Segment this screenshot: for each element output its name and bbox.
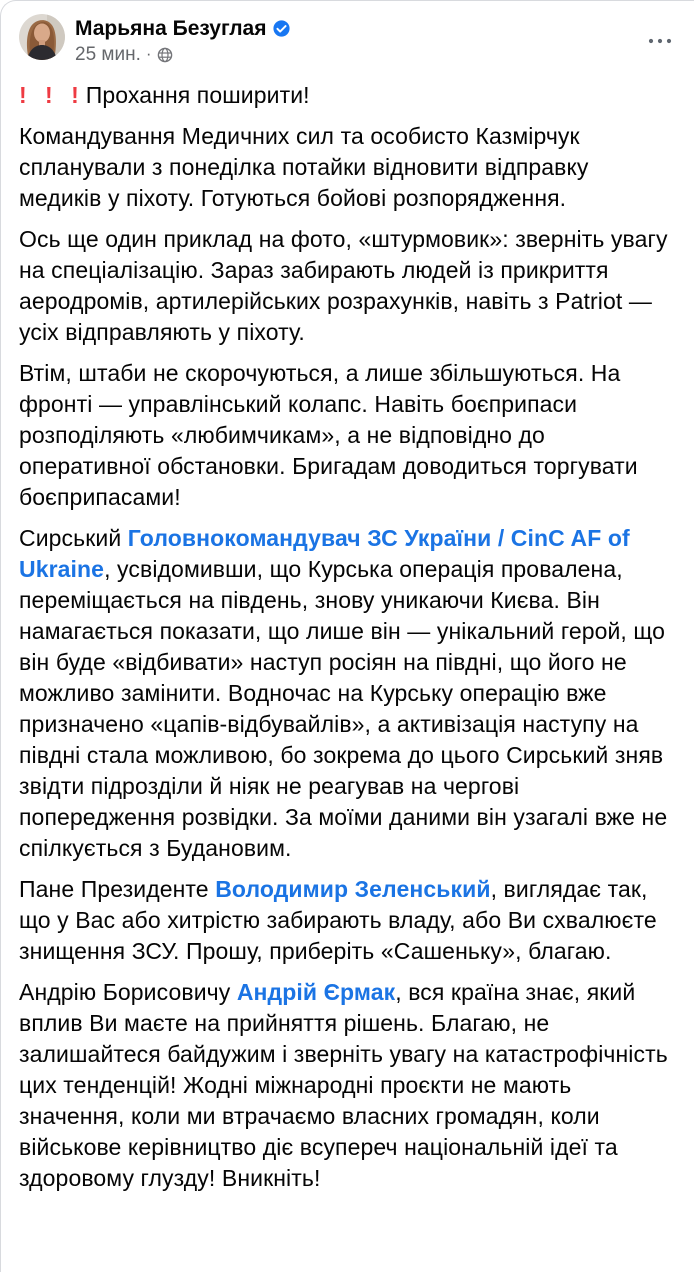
post-text: Ось ще один приклад на фото, «штурмовик»: зверніть увагу на спеціалізацію. Зараз забирають людей із прикриття аеродромів, артилерійських розрахунків, навіть з Patriot — усіх відправляють у піхоту. xyxy=(19,226,668,345)
post-text: Сирський xyxy=(19,525,128,551)
post-text: , вся країна знає, який вплив Ви маєте на прийняття рішень. Благаю, не залишайтеся байдужим і зверніть увагу на катастрофічність цих тенденцій! Жодні міжнародні проєкти не мають значення, коли ми втрачаємо власних громадян, коли військове керівництво діє всупереч національній ідеї та здоровому глузду! Вникніть! xyxy=(19,979,668,1191)
post-paragraph xyxy=(19,80,677,111)
avatar[interactable] xyxy=(19,14,65,60)
mention-link[interactable]: Головнокомандувач ЗС України / CinC AF of Ukraine xyxy=(19,525,630,582)
post-paragraph xyxy=(19,358,677,513)
mention-link[interactable]: Володимир Зеленський xyxy=(215,876,491,902)
timestamp[interactable]: 25 мин. xyxy=(75,44,141,65)
post-paragraph xyxy=(19,874,677,967)
post-paragraph xyxy=(19,121,677,214)
post-text: Прохання поширити! xyxy=(85,82,310,108)
mention-link[interactable]: Андрій Єрмак xyxy=(236,979,396,1005)
post-text: Втім, штаби не скорочуються, а лише збільшуються. На фронті — управлінський колапс. Навіть боєприпаси розподіляють «любимчикам», а не відповідно до оперативної обстановки. Бригадам доводиться торгувати боєприпасами! xyxy=(19,360,638,510)
exclamation-marks: ! ! ! xyxy=(19,82,85,108)
meta-separator: · xyxy=(145,44,152,63)
post-text: , усвідомивши, що Курська операція провалена, переміщається на південь, знову уникаючи Києва. Він намагається показати, що лише він — унікальний герой, що він буде «відбивати» наступ росіян на півдні, що його не можливо замінити. Водночас на Курську операцію вже призначено «цапів-відбувайлів», а активізація наступу на півдні стала можливою, бо зокрема до цього Сирський зняв звідти підрозділи й ніяк не реагував на чергові попередження розвідки. За моїми даними він узагалі вже не спілкується з Будановим. xyxy=(19,556,668,861)
post-paragraph xyxy=(19,523,677,864)
post-text: Командування Медичних сил та особисто Казмірчук спланували з понеділка потайки відновити відправку медиків у піхоту. Готуються бойові розпорядження. xyxy=(19,123,589,211)
post-text: Андрію Борисовичу xyxy=(19,979,237,1005)
verified-badge-icon xyxy=(273,20,290,37)
post-paragraph xyxy=(19,224,677,348)
more-options-button[interactable] xyxy=(642,27,678,55)
globe-icon xyxy=(157,47,173,63)
header-info xyxy=(75,14,678,67)
post-header xyxy=(1,1,694,71)
author-name[interactable]: Марьяна Безуглая xyxy=(75,17,267,40)
post-content xyxy=(1,71,694,1214)
post-text: Пане Президенте xyxy=(19,876,216,902)
avatar-photo xyxy=(19,14,65,60)
post-text: , виглядає так, що у Вас або хитрістю забирають владу, або Ви схвалюєте знищення ЗСУ. Прошу, приберіть «Сашеньку», благаю. xyxy=(19,876,657,964)
post-paragraph xyxy=(19,977,677,1194)
three-dots-icon xyxy=(647,37,673,45)
